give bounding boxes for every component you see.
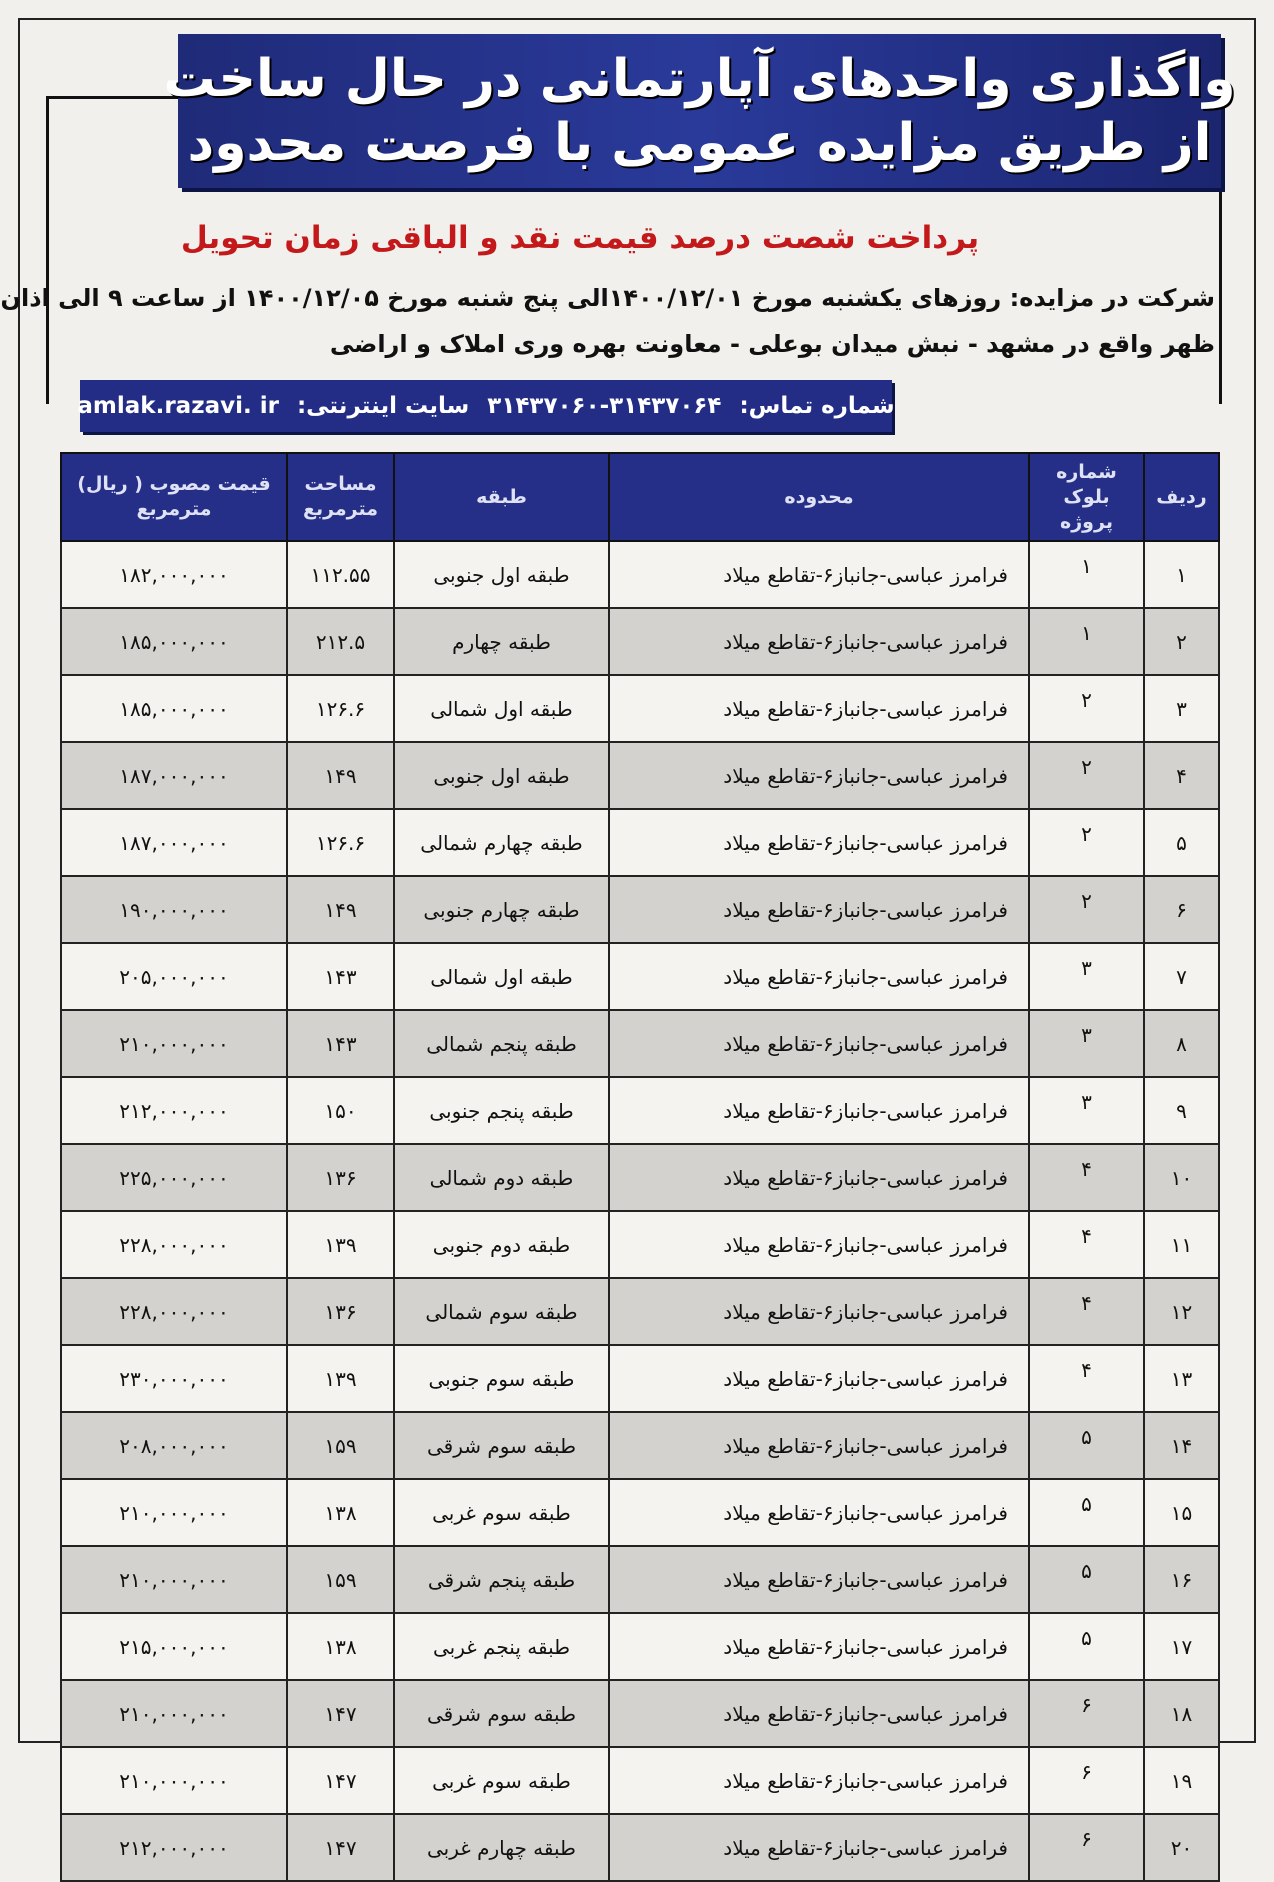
cell-block-number: ۵ xyxy=(1029,1613,1144,1680)
table-row xyxy=(61,1747,1219,1814)
auction-info-line-2: ظهر واقع در مشهد - نبش میدان بوعلی - معاونت بهره وری املاک و اراضی xyxy=(329,330,1215,358)
cell-floor: طبقه چهارم xyxy=(394,608,609,675)
cell-block-number: ۴ xyxy=(1029,1211,1144,1278)
cell-floor: طبقه سوم شرقی xyxy=(394,1680,609,1747)
cell-floor: طبقه سوم غربی xyxy=(394,1747,609,1814)
table-row xyxy=(61,1144,1219,1211)
table-row xyxy=(61,876,1219,943)
table-header-row xyxy=(61,453,1219,541)
cell-row-number: ۲۰ xyxy=(1144,1814,1219,1881)
cell-price: ۱۸۵,۰۰۰,۰۰۰ xyxy=(61,675,287,742)
website-label: سایت اینترنتی: xyxy=(296,393,470,419)
cell-floor: طبقه اول جنوبی xyxy=(394,541,609,608)
cell-price: ۲۲۸,۰۰۰,۰۰۰ xyxy=(61,1211,287,1278)
cell-block-number: ۲ xyxy=(1029,809,1144,876)
cell-price: ۱۸۲,۰۰۰,۰۰۰ xyxy=(61,541,287,608)
cell-size: ۱۳۶ xyxy=(287,1144,394,1211)
cell-size: ۱۳۹ xyxy=(287,1345,394,1412)
table-row xyxy=(61,1680,1219,1747)
table-row xyxy=(61,1479,1219,1546)
cell-area: فرامرز عباسی-جانباز۶-تقاطع میلاد xyxy=(609,1680,1029,1747)
cell-row-number: ۴ xyxy=(1144,742,1219,809)
cell-floor: طبقه دوم شمالی xyxy=(394,1144,609,1211)
cell-area: فرامرز عباسی-جانباز۶-تقاطع میلاد xyxy=(609,1479,1029,1546)
cell-block-number: ۳ xyxy=(1029,1077,1144,1144)
cell-size: ۱۱۲.۵۵ xyxy=(287,541,394,608)
cell-floor: طبقه سوم جنوبی xyxy=(394,1345,609,1412)
cell-price: ۲۱۲,۰۰۰,۰۰۰ xyxy=(61,1814,287,1881)
cell-price: ۲۲۵,۰۰۰,۰۰۰ xyxy=(61,1144,287,1211)
cell-row-number: ۷ xyxy=(1144,943,1219,1010)
website-link[interactable]: amlak.razavi. ir xyxy=(77,393,279,419)
cell-block-number: ۵ xyxy=(1029,1546,1144,1613)
cell-size: ۱۲۶.۶ xyxy=(287,675,394,742)
cell-block-number: ۶ xyxy=(1029,1814,1144,1881)
cell-price: ۲۱۲,۰۰۰,۰۰۰ xyxy=(61,1077,287,1144)
cell-area: فرامرز عباسی-جانباز۶-تقاطع میلاد xyxy=(609,541,1029,608)
table-row xyxy=(61,1613,1219,1680)
table-row xyxy=(61,742,1219,809)
table-row xyxy=(61,1546,1219,1613)
cell-area: فرامرز عباسی-جانباز۶-تقاطع میلاد xyxy=(609,1077,1029,1144)
cell-row-number: ۳ xyxy=(1144,675,1219,742)
cell-floor: طبقه سوم شرقی xyxy=(394,1412,609,1479)
cell-block-number: ۴ xyxy=(1029,1345,1144,1412)
header-floor: طبقه xyxy=(394,453,609,541)
cell-size: ۱۳۸ xyxy=(287,1479,394,1546)
cell-price: ۲۱۰,۰۰۰,۰۰۰ xyxy=(61,1747,287,1814)
auction-info-line-1: شرکت در مزایده: روزهای یکشنبه مورخ ۱۴۰۰/۱۲/۰۱الی پنج شنبه مورخ ۱۴۰۰/۱۲/۰۵ از ساعت ۹ الی اذان xyxy=(0,284,1215,312)
cell-price: ۲۰۸,۰۰۰,۰۰۰ xyxy=(61,1412,287,1479)
header-size: مساحت مترمربع xyxy=(287,453,394,541)
table-row xyxy=(61,1814,1219,1881)
cell-row-number: ۱۹ xyxy=(1144,1747,1219,1814)
cell-floor: طبقه سوم غربی xyxy=(394,1479,609,1546)
cell-size: ۲۱۲.۵ xyxy=(287,608,394,675)
cell-block-number: ۲ xyxy=(1029,675,1144,742)
cell-price: ۱۸۵,۰۰۰,۰۰۰ xyxy=(61,608,287,675)
table-row xyxy=(61,675,1219,742)
cell-size: ۱۴۷ xyxy=(287,1814,394,1881)
cell-row-number: ۱۲ xyxy=(1144,1278,1219,1345)
cell-row-number: ۲ xyxy=(1144,608,1219,675)
cell-floor: طبقه اول جنوبی xyxy=(394,742,609,809)
cell-size: ۱۴۳ xyxy=(287,943,394,1010)
cell-row-number: ۱۳ xyxy=(1144,1345,1219,1412)
cell-block-number: ۱ xyxy=(1029,541,1144,608)
table-row xyxy=(61,1077,1219,1144)
header-row-number: ردیف xyxy=(1144,453,1219,541)
cell-size: ۱۳۸ xyxy=(287,1613,394,1680)
properties-table-wrap xyxy=(60,452,1218,1860)
title-banner xyxy=(163,34,1236,188)
cell-row-number: ۸ xyxy=(1144,1010,1219,1077)
cell-floor: طبقه پنجم شرقی xyxy=(394,1546,609,1613)
cell-size: ۱۴۷ xyxy=(287,1680,394,1747)
title-line-2: از طریق مزایده عمومی با فرصت محدود xyxy=(187,113,1212,173)
cell-price: ۲۱۵,۰۰۰,۰۰۰ xyxy=(61,1613,287,1680)
cell-area: فرامرز عباسی-جانباز۶-تقاطع میلاد xyxy=(609,1278,1029,1345)
cell-price: ۲۱۰,۰۰۰,۰۰۰ xyxy=(61,1680,287,1747)
cell-block-number: ۱ xyxy=(1029,608,1144,675)
title-line-1: واگذاری واحدهای آپارتمانی در حال ساخت xyxy=(163,49,1236,109)
subtitle: پرداخت شصت درصد قیمت نقد و الباقی زمان تحویل xyxy=(180,220,980,256)
cell-block-number: ۶ xyxy=(1029,1680,1144,1747)
cell-price: ۲۱۰,۰۰۰,۰۰۰ xyxy=(61,1010,287,1077)
cell-floor: طبقه سوم شمالی xyxy=(394,1278,609,1345)
cell-area: فرامرز عباسی-جانباز۶-تقاطع میلاد xyxy=(609,876,1029,943)
cell-area: فرامرز عباسی-جانباز۶-تقاطع میلاد xyxy=(609,1546,1029,1613)
cell-price: ۲۱۰,۰۰۰,۰۰۰ xyxy=(61,1479,287,1546)
cell-area: فرامرز عباسی-جانباز۶-تقاطع میلاد xyxy=(609,608,1029,675)
cell-block-number: ۲ xyxy=(1029,742,1144,809)
cell-area: فرامرز عباسی-جانباز۶-تقاطع میلاد xyxy=(609,675,1029,742)
phone-label: شماره تماس: xyxy=(739,393,895,419)
table-row xyxy=(61,541,1219,608)
cell-floor: طبقه پنجم غربی xyxy=(394,1613,609,1680)
cell-size: ۱۵۰ xyxy=(287,1077,394,1144)
phone-numbers: ۳۱۴۳۷۰۶۰-۳۱۴۳۷۰۶۴ xyxy=(487,393,722,419)
cell-size: ۱۴۹ xyxy=(287,742,394,809)
cell-floor: طبقه پنجم جنوبی xyxy=(394,1077,609,1144)
cell-size: ۱۲۶.۶ xyxy=(287,809,394,876)
cell-price: ۲۰۵,۰۰۰,۰۰۰ xyxy=(61,943,287,1010)
cell-size: ۱۴۹ xyxy=(287,876,394,943)
table-row xyxy=(61,1010,1219,1077)
table-row xyxy=(61,1345,1219,1412)
cell-floor: طبقه اول شمالی xyxy=(394,943,609,1010)
cell-price: ۲۳۰,۰۰۰,۰۰۰ xyxy=(61,1345,287,1412)
properties-table xyxy=(60,452,1220,1882)
cell-area: فرامرز عباسی-جانباز۶-تقاطع میلاد xyxy=(609,809,1029,876)
cell-row-number: ۱۸ xyxy=(1144,1680,1219,1747)
cell-area: فرامرز عباسی-جانباز۶-تقاطع میلاد xyxy=(609,1613,1029,1680)
cell-size: ۱۵۹ xyxy=(287,1412,394,1479)
cell-block-number: ۵ xyxy=(1029,1412,1144,1479)
cell-row-number: ۱۴ xyxy=(1144,1412,1219,1479)
cell-price: ۱۸۷,۰۰۰,۰۰۰ xyxy=(61,809,287,876)
cell-block-number: ۴ xyxy=(1029,1144,1144,1211)
cell-floor: طبقه چهارم شمالی xyxy=(394,809,609,876)
cell-row-number: ۶ xyxy=(1144,876,1219,943)
cell-block-number: ۴ xyxy=(1029,1278,1144,1345)
cell-price: ۲۲۸,۰۰۰,۰۰۰ xyxy=(61,1278,287,1345)
cell-area: فرامرز عباسی-جانباز۶-تقاطع میلاد xyxy=(609,1412,1029,1479)
cell-area: فرامرز عباسی-جانباز۶-تقاطع میلاد xyxy=(609,742,1029,809)
table-row xyxy=(61,1412,1219,1479)
cell-price: ۱۸۷,۰۰۰,۰۰۰ xyxy=(61,742,287,809)
table-row xyxy=(61,1278,1219,1345)
cell-area: فرامرز عباسی-جانباز۶-تقاطع میلاد xyxy=(609,1814,1029,1881)
cell-row-number: ۱۱ xyxy=(1144,1211,1219,1278)
table-row xyxy=(61,608,1219,675)
cell-area: فرامرز عباسی-جانباز۶-تقاطع میلاد xyxy=(609,1144,1029,1211)
cell-size: ۱۳۶ xyxy=(287,1278,394,1345)
cell-block-number: ۳ xyxy=(1029,1010,1144,1077)
cell-floor: طبقه چهارم جنوبی xyxy=(394,876,609,943)
cell-row-number: ۱۰ xyxy=(1144,1144,1219,1211)
header-area: محدوده xyxy=(609,453,1029,541)
cell-area: فرامرز عباسی-جانباز۶-تقاطع میلاد xyxy=(609,943,1029,1010)
header-price: قیمت مصوب ( ریال) مترمربع xyxy=(61,453,287,541)
cell-row-number: ۱۶ xyxy=(1144,1546,1219,1613)
cell-block-number: ۲ xyxy=(1029,876,1144,943)
cell-row-number: ۹ xyxy=(1144,1077,1219,1144)
cell-size: ۱۴۷ xyxy=(287,1747,394,1814)
cell-area: فرامرز عباسی-جانباز۶-تقاطع میلاد xyxy=(609,1010,1029,1077)
cell-floor: طبقه اول شمالی xyxy=(394,675,609,742)
cell-block-number: ۶ xyxy=(1029,1747,1144,1814)
table-row xyxy=(61,943,1219,1010)
cell-price: ۲۱۰,۰۰۰,۰۰۰ xyxy=(61,1546,287,1613)
cell-size: ۱۵۹ xyxy=(287,1546,394,1613)
cell-floor: طبقه پنجم شمالی xyxy=(394,1010,609,1077)
table-row xyxy=(61,1211,1219,1278)
cell-size: ۱۴۳ xyxy=(287,1010,394,1077)
cell-area: فرامرز عباسی-جانباز۶-تقاطع میلاد xyxy=(609,1747,1029,1814)
cell-price: ۱۹۰,۰۰۰,۰۰۰ xyxy=(61,876,287,943)
cell-row-number: ۱ xyxy=(1144,541,1219,608)
cell-row-number: ۵ xyxy=(1144,809,1219,876)
header-block-number: شماره بلوک پروژه xyxy=(1029,453,1144,541)
cell-row-number: ۱۵ xyxy=(1144,1479,1219,1546)
contact-banner xyxy=(77,380,895,432)
cell-floor: طبقه دوم جنوبی xyxy=(394,1211,609,1278)
cell-block-number: ۳ xyxy=(1029,943,1144,1010)
cell-floor: طبقه چهارم غربی xyxy=(394,1814,609,1881)
cell-area: فرامرز عباسی-جانباز۶-تقاطع میلاد xyxy=(609,1211,1029,1278)
cell-row-number: ۱۷ xyxy=(1144,1613,1219,1680)
table-row xyxy=(61,809,1219,876)
cell-area: فرامرز عباسی-جانباز۶-تقاطع میلاد xyxy=(609,1345,1029,1412)
cell-block-number: ۵ xyxy=(1029,1479,1144,1546)
cell-size: ۱۳۹ xyxy=(287,1211,394,1278)
